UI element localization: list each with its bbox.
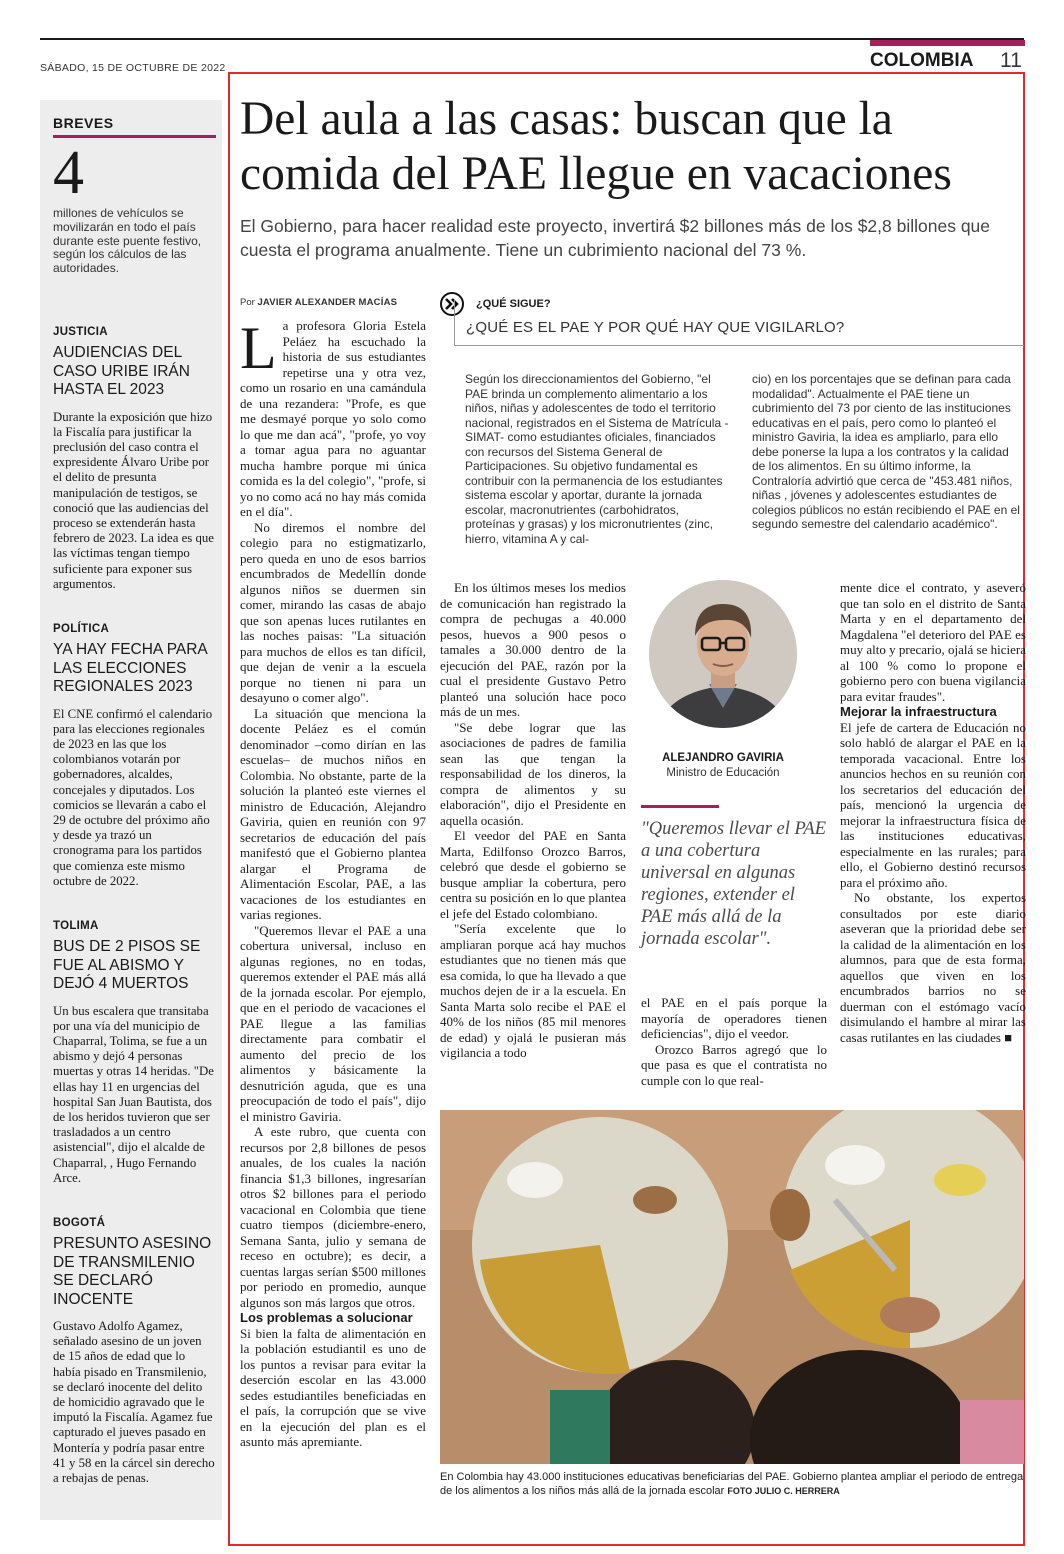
paragraph: "Queremos llevar el PAE a una cobertura universal, incluso en algunas regiones, no en todas, queremos extender el PAE más allá de la jornada escolar. Por ejemplo, que en el periodo de vacaciones el PAE llegue a las familias directamente para combatir el aumento del precio de los alimentos y básicamente la desnutrición aguda, que es una preocupación de todo el país", dijo el ministro Gaviria.	[240, 922, 426, 1124]
brief-item	[53, 326, 216, 592]
paragraph: a profesora Gloria Estela Peláez ha escuchado la historia de sus estudiantes repetirse una y otra vez, como un rosario en una camándula de una rezandera: "Profe, es que me desmayé porque yo solo como lo que me dan acá", "profe, yo voy a tomar agua para no aguantar mucha hambre porque mi única comida es la del colegio", "profe, si yo no como acá no hay más comida en el día".	[240, 318, 426, 519]
brief-body: Un bus escalera que transitaba por una vía del municipio de Chaparral, Tolima, se fue a un abismo y dejó 4 personas muertas y otras 14 heridas. "De ellas hay 11 en urgencias del hospital San Juan Bautista, dos de los heridos tuvieron que ser trasladados a un centro asistencial", dijo el alcalde de Chaparral, , Hugo Fernando Arce.	[53, 1003, 214, 1185]
section-name: COLOMBIA	[870, 50, 974, 71]
breves-label: BREVES	[53, 115, 114, 131]
pull-quote: "Queremos llevar el PAE a una cobertura universal en algunas regiones, extender el PAE más allá de la jornada escolar".	[641, 819, 827, 949]
paragraph: el PAE en el país porque la mayoría de operadores tienen deficiencias", dijo el veedor.	[641, 995, 827, 1041]
minister-portrait	[649, 580, 797, 728]
brief-category: BOGOTÁ	[53, 1217, 106, 1229]
brief-headline: BUS DE 2 PISOS SE FUE AL ABISMO Y DEJÓ 4 MUERTOS	[53, 938, 201, 992]
brief-item	[53, 623, 216, 889]
issue-date: SÁBADO, 15 DE OCTUBRE DE 2022	[40, 62, 226, 74]
quote-accent-rule	[641, 805, 719, 808]
paragraph: "Se debe lograr que las asociaciones de padres de familia sean las que tengan la responsabilidad de los dineros, la compra de alimentos y su elaboración", dijo el Presidente en aquella ocasión.	[440, 719, 626, 828]
paragraph: La situación que menciona la docente Peláez es el común denominador –como dirían en las escuelas– de muchos niños en Colombia. No obstante, parte de la solución la planteó este viernes el ministro de Educación, Alejandro Gaviria, quien en reunión con 97 secretarios de educación del país manifestó que el Gobierno plantea alargar el Programa de Alimentación Escolar, PAE, a las vacaciones de los estudiantes en varias regiones.	[240, 705, 426, 922]
caption-text: En Colombia hay 43.000 instituciones educativas beneficiarias del PAE. Gobierno plantea ampliar el periodo de entrega de los alimentos a los niños más allá de la jornada escolar	[440, 1471, 1024, 1497]
article-column-4	[840, 580, 1026, 1045]
que-sigue-text-a: Según los direccionamientos del Gobierno, "el PAE brinda un complemento alimentario a los niños, niñas y adolescentes de todo el territorio nacional, registrados en el Sistema de Matrícula -SIMAT- como estudiantes oficiales, financiados con recursos del Sistema General de Participaciones. Su objetivo fundamental es contribuir con la permanencia de los estudiantes sistema escolar y aportar, durante la jornada escolar, macronutrientes (carbohidratos, proteínas y grasas) y los micronutrientes (zinc, hierro, vitamina A y cal-	[465, 372, 729, 546]
subhead: Mejorar la infraestructura	[840, 704, 997, 719]
brief-item	[53, 920, 216, 1186]
photo-image	[440, 1110, 1024, 1464]
breves-accent-rule	[53, 135, 216, 138]
drop-cap: L	[240, 315, 277, 381]
profile-role: Ministro de Educación	[666, 767, 780, 779]
paragraph: A este rubro, que cuenta con recursos por 2,8 billones de pesos anuales, de los cuales la nación financia $1,3 billones, ingresarían otros $2 billones para el periodo vacacional en Colombia que tiene cuatro tiempos (diciembre-enero, Semana Santa, julio y semana de receso en octubre); es decir, a cuentas largas serían $500 millones por periodo en promedio, aunque algunos son más largos que otros.	[240, 1124, 426, 1310]
fast-forward-icon	[440, 292, 464, 316]
que-sigue-label: ¿QUÉ SIGUE?	[476, 298, 551, 310]
paragraph: En los últimos meses los medios de comunicación han registrado la compra de pechugas a 40.000 pesos, huevos a 900 pesos o tamales a 30.000 dentro de la ejecución del PAE, razón por la cual el presidente Gustavo Petro planteó una solución hace poco más de un mes.	[440, 580, 626, 719]
article-headline: Del aula a las casas: buscan que la comida del PAE llegue en vacaciones	[240, 93, 952, 200]
subhead: Los problemas a solucionar	[240, 1310, 413, 1325]
article-dek: El Gobierno, para hacer realidad este proyecto, invertirá $2 billones más de los $2,8 billones que cuesta el programa anualmente. Tiene un cubrimiento nacional del 73 %.	[240, 216, 991, 260]
brief-category: JUSTICIA	[53, 326, 108, 338]
brief-category: TOLIMA	[53, 920, 99, 932]
portrait-image	[649, 580, 797, 728]
byline	[240, 297, 397, 308]
section-accent-bar	[870, 40, 1025, 46]
que-sigue-title: ¿QUÉ ES EL PAE Y POR QUÉ HAY QUE VIGILARLO?	[466, 319, 845, 336]
breves-big-number-text: millones de vehículos se movilizarán en todo el país durante este puente festivo, según los cálculos de las autoridades.	[53, 206, 202, 276]
que-sigue-rule	[454, 345, 1024, 346]
byline-author: JAVIER ALEXANDER MACÍAS	[257, 297, 398, 308]
brief-headline: YA HAY FECHA PARA LAS ELECCIONES REGIONALES 2023	[53, 641, 207, 695]
brief-headline: AUDIENCIAS DEL CASO URIBE IRÁN HASTA EL 2023	[53, 344, 190, 398]
breves-sidebar	[40, 100, 222, 1520]
brief-body: Durante la exposición que hizo la Fiscalía para justificar la preclusión del caso contra el expresidente Álvaro Uribe por el delito de presunta manipulación de testigos, se conoció que las audiencias del proceso se extenderán hasta febrero de 2023. La idea es que las víctimas tengan tiempo suficiente para exponer sus argumentos.	[53, 409, 214, 591]
paragraph: El veedor del PAE en Santa Marta, Edilfonso Orozco Barros, celebró que desde el gobierno se busque ampliar la cobertura, pero centra su posición en lo que plantea el jefe del Estado colombiano.	[440, 828, 626, 921]
profile-name: ALEJANDRO GAVIRIA	[662, 752, 784, 764]
brief-category: POLÍTICA	[53, 623, 110, 635]
brief-body: Gustavo Adolfo Agamez, señalado asesino de un joven de 15 años de edad que lo había pisado en Transmilenio, se declaró inocente del delito de homicidio agravado que le imputó la Fiscalía. Agamez fue capturado el jueves pasado en Montería y podría pasar entre 41 y 58 en la cárcel sin derecho a rebajas de penas.	[53, 1319, 215, 1486]
brief-headline: PRESUNTO ASESINO DE TRANSMILENIO SE DECLARÓ INOCENTE	[53, 1235, 212, 1308]
photo-credit: FOTO JULIO C. HERRERA	[727, 1486, 840, 1496]
article-photo	[440, 1110, 1024, 1464]
article-column-1	[240, 315, 426, 1450]
photo-caption	[440, 1470, 1025, 1498]
page-number: 11	[1000, 49, 1022, 72]
que-sigue-text-b: cio) en los porcentajes que se definan para cada modalidad". Actualmente el PAE tiene un cubrimiento del 73 por ciento de las instituciones educativas en el país, pero como lo planteó el ministro Gaviria, la idea es ampliarlo, para ello debe ponerse la lupa a los contratos y la calidad de los alimentos. En su último informe, la Contraloría advirtió que cerca de "453.481 niños, niñas , jóvenes y adolescentes estudiantes de colegios públicos no están recibiendo el PAE en el segundo semestre del calendario académico".	[752, 372, 1020, 531]
paragraph: Si bien la falta de alimentación en la población estudiantil es uno de los puntos a revisar para evitar la deserción escolar en las 43.000 sedes estudiantiles beneficiadas en el país, la corrupción que se vive en la ejecución del plan es el asunto más apremiante.	[240, 1325, 426, 1449]
paragraph: No diremos el nombre del colegio para no estigmatizarlo, pero queda en uno de esos barrios encumbrados de Medellín donde algunos niños se duermen sin comer, mirando las casas de abajo que son apenas luces rutilantes en las noches paisas: "La situación para muchos de ellos es tan difícil, que dejan de venir a la escuela porque no tienen ni para un desayuno o comer algo".	[240, 519, 426, 705]
article-column-3	[641, 995, 827, 1088]
breves-big-number: 4	[53, 139, 84, 207]
end-mark: ■	[1004, 1029, 1013, 1045]
brief-body: El CNE confirmó el calendario para las elecciones regionales de 2023 en las que los colombianos votarán por gobernadores, alcaldes, concejales y diputados. Los comicios se llevarán a cabo el 29 de octubre del próximo año y desde ya trazó un cronograma para los partidos que comienza este mismo octubre de 2022.	[53, 706, 213, 888]
paragraph: mente dice el contrato, y aseveró que tan solo en el distrito de Santa Marta y en el departamento del Magdalena "el deterioro del PAE es muy alto y precario, ojalá se hiciera al 100 % como lo propone el gobierno pero con buena vigilancia para evitar fraudes".	[840, 580, 1026, 704]
paragraph: "Sería excelente que lo ampliaran porque acá hay muchos estudiantes que no tienen más que esa comida, lo que ha llevado a que muchos dejen de ir a la escuela. En Santa Marta solo recibe el PAE el 40% de los niños (85 mil menores de edad) y ojalá le pusieran más vigilancia a todo	[440, 921, 626, 1060]
byline-prefix: Por	[240, 297, 255, 308]
paragraph: El jefe de cartera de Educación no solo habló de alargar el PAE en la temporada vacacional. Entre los anuncios hechos en su reunión con los secretarios del educación del país, mencionó la urgencia de mejorar la infraestructura física de las instituciones educativas, especialmente en las rurales; para ello, el Gobierno destinó recursos para el próximo año.	[840, 719, 1026, 890]
brief-item	[53, 1217, 216, 1486]
paragraph: Orozco Barros agregó que lo que pasa es que el contratista no cumple con lo que real-	[641, 1041, 827, 1088]
que-sigue-divider	[454, 300, 455, 346]
article-column-2	[440, 580, 626, 1061]
paragraph: No obstante, los expertos consultados por este diario aseveran que la prioridad debe ser la calidad de la alimentación en los alumnos, para que de esta forma, aquellos que viven en los encumbrados barrios no se duerman con el estómago vacío disimulando el hambre al mirar las casas rutilantes en las ciudades	[840, 890, 1026, 1045]
